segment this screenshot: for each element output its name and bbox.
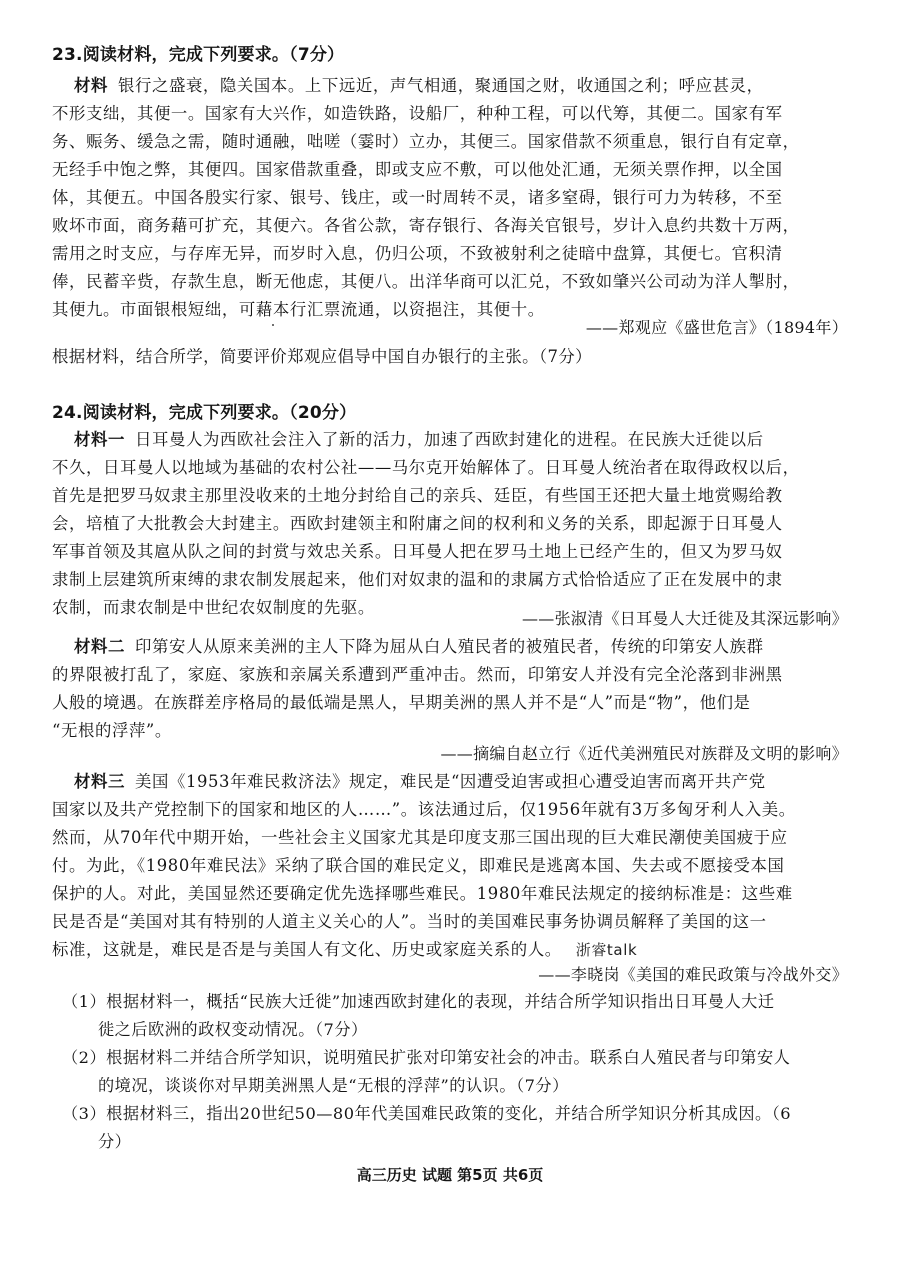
q23-line: 俸，民蓄辛赀，存款生息，断无他虑，其便八。出洋华商可以汇兑，不致如肇兴公司动为洋人掣肘， (52, 272, 800, 291)
q24-sub3-line2: 分） (98, 1132, 132, 1151)
q23-line: 材料 银行之盛衰，隐关国本。上下远近，声气相通，聚通国之财，收通国之利；呼应甚灵， (74, 76, 764, 95)
q24-title: 24.阅读材料，完成下列要求。（20分） (52, 403, 357, 423)
q23-line: 败坏市面，商务藉可扩充，其便六。各省公款，寄存银行、各海关官银号，岁计入息约共数十万两， (52, 216, 800, 235)
q23-line: 无经手中饱之弊，其便四。国家借款重叠，即或支应不敷，可以他处汇通，无须关票作押，以全国 (52, 160, 783, 179)
q24-m1-label: 材料一 (74, 430, 125, 449)
q23-source: ——郑观应《盛世危言》（1894年） (585, 318, 848, 337)
q24-m2-line: “无根的浮萍”。 (52, 721, 172, 740)
q24-m3-source: ——李晓岗《美国的难民政策与冷战外交》 (538, 965, 848, 984)
q23-line: 务、赈务、缓急之需，随时通融，咄嗟（霎时）立办，其便三。国家借款不须重息，银行自有定章， (52, 132, 800, 151)
q23-prompt: 根据材料，结合所学，简要评价郑观应倡导中国自办银行的主张。（7分） (52, 347, 592, 366)
q24-m2-label: 材料二 (74, 637, 125, 656)
q24-m3-line: 保护的人。对此，美国显然还要确定优先选择哪些难民。1980年难民法规定的接纳标准是：这些难 (52, 884, 793, 903)
q24-m1-line: 隶制上层建筑所束缚的隶农制发展起来，他们对奴隶的温和的隶属方式恰恰适应了正在发展中的隶 (52, 570, 783, 589)
q24-m3-line: 付。为此，《1980年难民法》采纳了联合国的难民定义，即难民是逃离本国、失去或不愿接受本国 (52, 856, 785, 875)
q24-m1-line: 军事首领及其扈从队之间的封赏与效忠关系。日耳曼人把在罗马土地上已经产生的，但又为罗马奴 (52, 542, 783, 561)
q24-m3-line: 材料三 美国《1953年难民救济法》规定，难民是“因遭受迫害或担心遭受迫害而离开共产党 (74, 772, 766, 791)
page-footer: 高三历史 试题 第5页 共6页 (356, 1166, 544, 1184)
q24-m1-source: ——张淑清《日耳曼人大迁徙及其深远影响》 (521, 609, 848, 628)
q24-m1-line: 农制，而隶农制是中世纪农奴制度的先驱。 (52, 598, 375, 617)
q24-m3-line: 然而，从70年代中期开始，一些社会主义国家尤其是印度支那三国出现的巨大难民潮使美国疲于应 (52, 828, 788, 847)
q23-line: 需用之时支应，与存库无异，而岁时入息，仍归公项，不致被射利之徒暗中盘算，其便七。官积清 (52, 244, 783, 263)
q24-sub2-line1: （2）根据材料二并结合所学知识，说明殖民扩张对印第安社会的冲击。联系白人殖民者与印第安人 (62, 1048, 791, 1067)
watermark-text: 浙睿talk (575, 941, 638, 959)
q24-m1-line: 不久，日耳曼人以地域为基础的农村公社——马尔克开始解体了。日耳曼人统治者在取得政权以后， (52, 458, 800, 477)
q24-m1-line: 会，培植了大批教会大封建主。西欧封建领主和附庸之间的权利和义务的关系，即起源于日耳曼人 (52, 514, 783, 533)
q24-m3-label: 材料三 (74, 772, 125, 791)
q24-sub1-line1: （1）根据材料一，概括“民族大迁徙”加速西欧封建化的表现，并结合所学知识指出日耳曼人大迁 (62, 992, 775, 1011)
q24-m2-line: 人般的境遇。在族群差序格局的最低端是黑人，早期美洲的黑人并不是“人”而是“物”，他们是 (52, 693, 751, 712)
q24-m3-line: 国家以及共产党控制下的国家和地区的人……”。该法通过后，仅1956年就有3万多匈牙利人入美。 (52, 800, 796, 819)
q24-m3-line: 标准，这就是，难民是否是与美国人有文化、历史或家庭关系的人。 浙睿talk (52, 940, 638, 959)
scan-speck (272, 324, 274, 326)
q24-m2-line: 的界限被打乱了，家庭、家族和亲属关系遭到严重冲击。然而，印第安人并没有完全沦落到非洲黑 (52, 665, 783, 684)
q24-m1-line: 首先是把罗马奴隶主那里没收来的土地分封给自己的亲兵、廷臣，有些国王还把大量土地赏赐给教 (52, 486, 783, 505)
q24-m3-line: 民是否是“美国对其有特别的人道主义关心的人”。当时的美国难民事务协调员解释了美国的这一 (52, 912, 767, 931)
q23-title: 23.阅读材料，完成下列要求。（7分） (52, 45, 345, 65)
q23-line: 其便九。市面银根短绌，可藉本行汇票流通，以资挹注，其便十。 (52, 300, 545, 319)
q24-m2-line: 材料二 印第安人从原来美洲的主人下降为屈从白人殖民者的被殖民者，传统的印第安人族群 (74, 637, 764, 656)
q24-m2-source: ——摘编自赵立行《近代美洲殖民对族群及文明的影响》 (440, 744, 848, 763)
q23-line: 体，其便五。中国各殷实行家、银号、钱庄，或一时周转不灵，诸多窒碍，银行可力为转移，不至 (52, 188, 783, 207)
q24-sub3-line1: （3）根据材料三，指出20世纪50—80年代美国难民政策的变化，并结合所学知识分析其成因。（6 (62, 1104, 792, 1123)
q24-sub1-line2: 徙之后欧洲的政权变动情况。（7分） (98, 1020, 368, 1039)
q23-line: 不形支绌，其便一。国家有大兴作，如造铁路，设船厂，种种工程，可以代筹，其便二。国家有军 (52, 104, 783, 123)
q23-material-label: 材料 (74, 76, 108, 95)
q24-sub2-line2: 的境况，谈谈你对早期美洲黑人是“无根的浮萍”的认识。（7分） (98, 1076, 569, 1095)
q24-m1-line: 材料一 日耳曼人为西欧社会注入了新的活力，加速了西欧封建化的进程。在民族大迁徙以后 (74, 430, 764, 449)
